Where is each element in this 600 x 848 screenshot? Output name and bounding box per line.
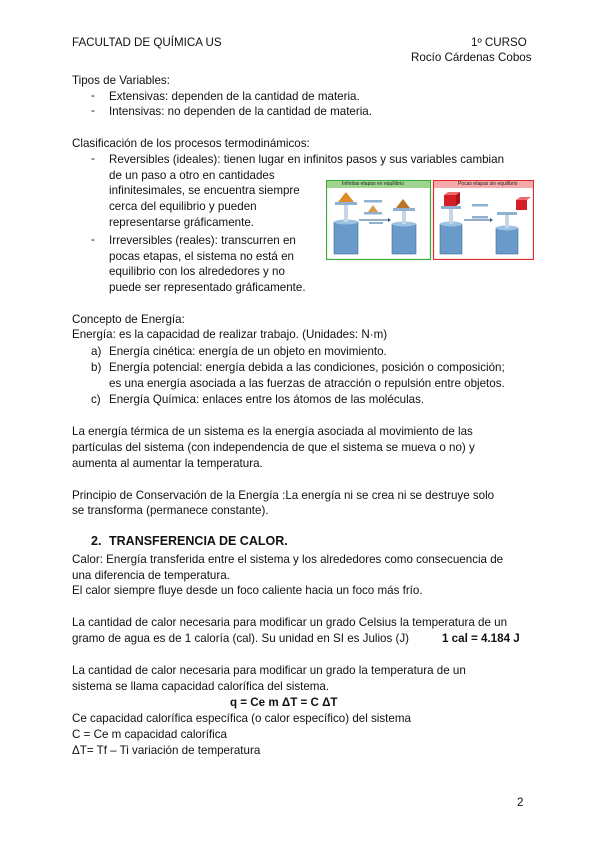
irreversibles-line: pocas etapas, el sistema no está en bbox=[109, 250, 294, 263]
tipos-item: Intensivas: no dependen de la cantidad de materia. bbox=[109, 105, 372, 118]
energia-item: Energía Química: enlaces entre los átomos de las moléculas. bbox=[109, 393, 425, 406]
calor-line: El calor siempre fluye desde un foco caliente hacia un foco más frío. bbox=[72, 584, 423, 597]
definition-line: C = Ce m capacidad calorífica bbox=[72, 728, 227, 741]
list-marker: a) bbox=[91, 345, 102, 358]
page-number: 2 bbox=[517, 796, 524, 809]
energia-item: Energía cinética: energía de un objeto en movimiento. bbox=[109, 345, 387, 358]
caloria-equivalence: 1 cal = 4.184 J bbox=[442, 632, 520, 645]
principio-line: se transforma (permanece constante). bbox=[72, 504, 269, 517]
header-faculty: FACULTAD DE QUÍMICA US bbox=[72, 36, 222, 49]
bullet-dash: - bbox=[91, 89, 95, 102]
list-marker: b) bbox=[91, 361, 102, 374]
termica-line: La energía térmica de un sistema es la energía asociada al movimiento de las bbox=[72, 425, 473, 438]
principio-line: Principio de Conservación de la Energía :La energía ni se crea ni se destruye solo bbox=[72, 489, 495, 502]
energia-item: es una energía asociada a las fuerzas de atracción o repulsión entre objetos. bbox=[109, 377, 505, 390]
irreversibles-line: equilibrio con los alrededores y no bbox=[109, 265, 285, 278]
left-panel-title: Infinitas etapas en equilibrio bbox=[342, 181, 404, 187]
reversibles-line: representarse gráficamente. bbox=[109, 216, 254, 229]
heat-formula: q = Ce m ΔT = C ΔT bbox=[230, 696, 338, 709]
termica-line: partículas del sistema (con independencia de que el sistema se mueva o no) y bbox=[72, 441, 475, 454]
section-number: 2. bbox=[91, 534, 102, 548]
bullet-dash: - bbox=[91, 233, 95, 246]
reversibles-line: cerca del equilibrio y pueden bbox=[109, 200, 257, 213]
energia-item: Energía potencial: energía debida a las condiciones, posición o composición; bbox=[109, 361, 505, 374]
header-author: Rocío Cárdenas Cobos bbox=[411, 51, 532, 64]
reversibles-line: Reversibles (ideales): tienen lugar en infinitos pasos y sus variables cambian bbox=[109, 153, 505, 166]
list-marker: c) bbox=[91, 393, 101, 406]
reversibles-line: de un paso a otro en cantidades bbox=[109, 169, 275, 182]
caloria-line: gramo de agua es de 1 caloría (cal). Su unidad en SI es Julios (J) bbox=[72, 632, 410, 645]
termica-line: aumenta al aumentar la temperatura. bbox=[72, 457, 263, 470]
section-heading: TRANSFERENCIA DE CALOR. bbox=[109, 534, 288, 548]
clasificacion-title: Clasificación de los procesos termodinámicos: bbox=[72, 137, 310, 150]
tipos-item: Extensivas: dependen de la cantidad de materia. bbox=[109, 90, 360, 103]
irreversibles-line: Irreversibles (reales): transcurren en bbox=[109, 234, 296, 247]
right-panel-title: Pocas etapas sin equilibrio bbox=[458, 181, 518, 187]
process-diagram bbox=[326, 180, 534, 260]
capacidad-line: sistema se llama capacidad calorífica del sistema. bbox=[72, 680, 330, 693]
definition-line: ΔT= Tf – Ti variación de temperatura bbox=[72, 744, 261, 757]
process-figure bbox=[326, 180, 534, 260]
definition-line: Ce capacidad calorífica específica (o calor específico) del sistema bbox=[72, 712, 411, 725]
energia-definition: Energía: es la capacidad de realizar trabajo. (Unidades: N·m) bbox=[72, 328, 388, 341]
calor-line: una diferencia de temperatura. bbox=[72, 569, 230, 582]
reversibles-line: infinitesimales, se encuentra siempre bbox=[109, 184, 300, 197]
bullet-dash: - bbox=[91, 152, 95, 165]
energia-title: Concepto de Energía: bbox=[72, 313, 185, 326]
calor-line: Calor: Energía transferida entre el sistema y los alrededores como consecuencia de bbox=[72, 553, 504, 566]
bullet-dash: - bbox=[91, 104, 95, 117]
header-course: 1º CURSO bbox=[471, 36, 527, 49]
capacidad-line: La cantidad de calor necesaria para modificar un grado la temperatura de un bbox=[72, 664, 466, 677]
right-weight-1 bbox=[444, 192, 460, 206]
tipos-title: Tipos de Variables: bbox=[72, 74, 170, 87]
caloria-line: La cantidad de calor necesaria para modificar un grado Celsius la temperatura de un bbox=[72, 616, 508, 629]
irreversibles-line: puede ser representado gráficamente. bbox=[109, 281, 306, 294]
